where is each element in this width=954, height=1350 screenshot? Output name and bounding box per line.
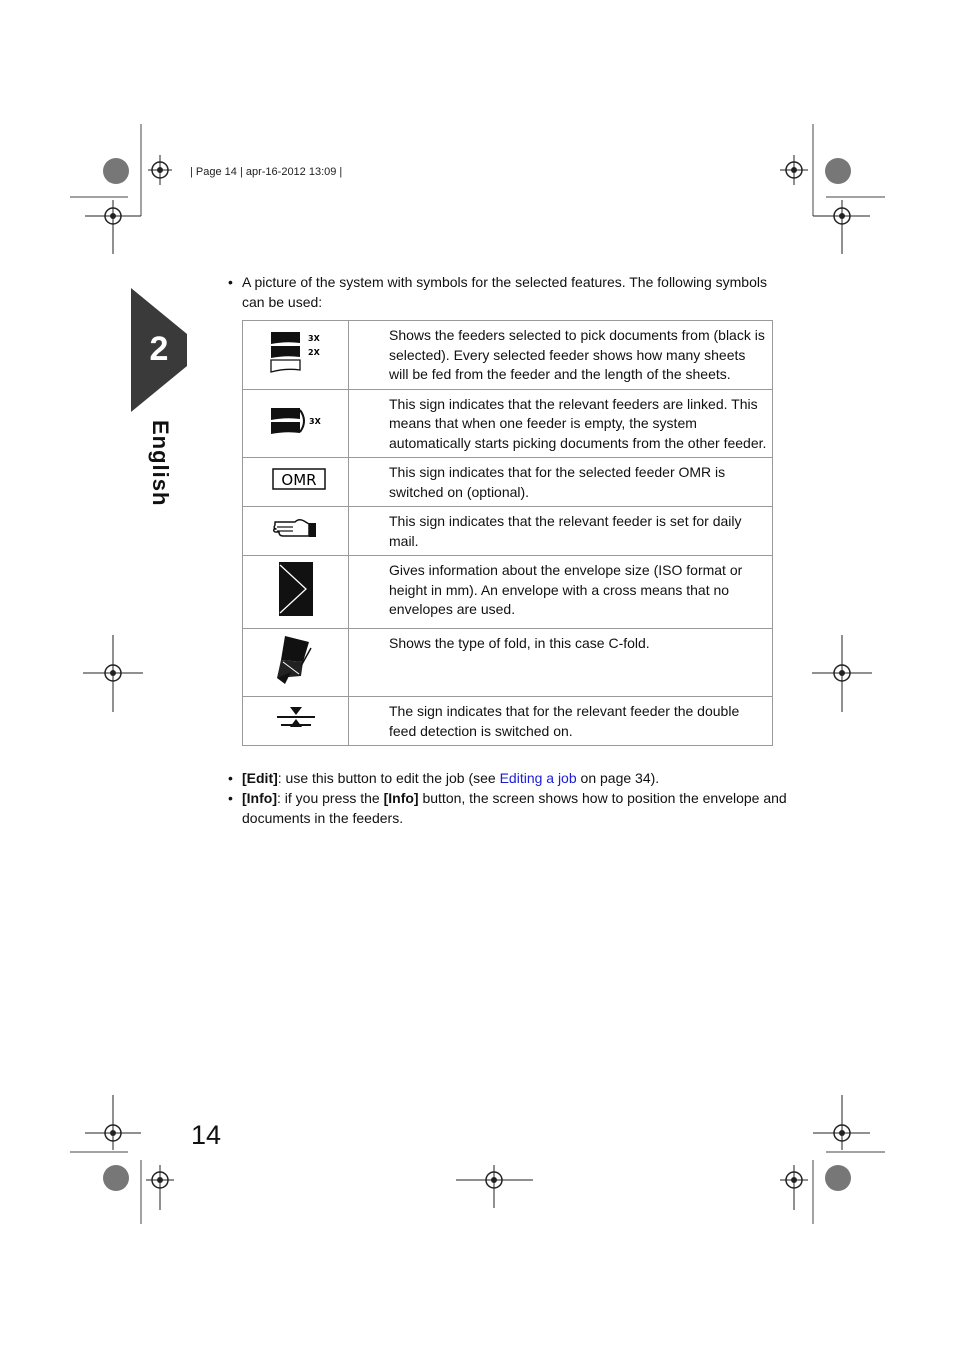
svg-text:OMR: OMR [280, 471, 317, 490]
symbol-description: Shows the type of fold, in this case C-fold. [349, 629, 773, 697]
omr-icon [266, 466, 326, 492]
table-row [243, 389, 773, 458]
svg-text:2X: 2X [307, 348, 320, 357]
edit-label: [Edit] [242, 770, 278, 786]
edit-text-after: on page 34). [576, 770, 660, 786]
linked-feeders-icon [266, 404, 326, 438]
daily-mail-hand-icon [271, 514, 321, 542]
table-row [243, 507, 773, 556]
info-text-after: button, the screen shows how to position the envelope and documents in the feeders. [242, 790, 787, 826]
icon-cell [243, 458, 349, 507]
table-row [243, 321, 773, 390]
info-label: [Info] [242, 790, 277, 806]
info-bullet [228, 788, 788, 828]
target-mark-bc [456, 1165, 533, 1208]
symbol-description: Gives information about the envelope size (ISO format or height in mm). An envelope with a cross means that no envelopes are used. [349, 556, 773, 629]
icon-cell [243, 389, 349, 458]
target-mark-ml [83, 635, 143, 712]
language-label: English [148, 420, 173, 507]
target-mark-bl1 [85, 1095, 141, 1150]
info-label-inline: [Info] [383, 790, 419, 806]
target-mark-tr1 [780, 155, 808, 185]
symbol-description: This sign indicates that the relevant feeder is set for daily mail. [349, 507, 773, 556]
symbol-description: The sign indicates that for the relevant feeder the double feed detection is switched on. [349, 697, 773, 746]
table-row [243, 629, 773, 697]
svg-text:3X: 3X [307, 334, 320, 343]
chapter-number: 2 [149, 330, 169, 368]
target-mark-tl1 [148, 155, 172, 185]
feeders-selected-icon [266, 330, 326, 374]
symbol-description: Shows the feeders selected to pick documents from (black is selected). Every selected feeder shows how many sheets will be fed from the feeder and the length of the sheets. [349, 321, 773, 390]
intro-list [228, 272, 773, 312]
icon-cell [243, 556, 349, 629]
table-row [243, 458, 773, 507]
target-mark-bl2 [146, 1165, 174, 1210]
target-mark-tl2 [85, 200, 141, 254]
symbol-description: This sign indicates that for the selected feeder OMR is switched on (optional). [349, 458, 773, 507]
target-mark-tr2 [813, 200, 870, 254]
icon-cell [243, 507, 349, 556]
info-text-mid: : if you press the [276, 790, 384, 806]
envelope-icon [276, 559, 316, 619]
svg-text:3X: 3X [308, 416, 321, 426]
c-fold-icon [271, 632, 321, 688]
page-number: 14 [191, 1120, 222, 1150]
icon-cell [243, 629, 349, 697]
page-header: | Page 14 | apr-16-2012 13:09 | [190, 166, 343, 178]
edit-text-before: : use this button to edit the job (see [277, 770, 500, 786]
table-row [243, 556, 773, 629]
target-mark-mr [812, 635, 872, 712]
table-row [243, 697, 773, 746]
intro-bullet: • A picture of the system with symbols for the selected features. The following symbols can be used: [228, 272, 773, 312]
icon-cell [243, 321, 349, 390]
target-mark-br1 [813, 1095, 870, 1150]
double-feed-icon [273, 704, 319, 732]
symbols-table [242, 320, 773, 746]
icon-cell [243, 697, 349, 746]
editing-a-job-link[interactable]: Editing a job [499, 770, 577, 786]
target-mark-br2 [780, 1165, 808, 1210]
symbol-description: This sign indicates that the relevant feeders are linked. This means that when one feeder is empty, the system automatically starts picking documents from the other feeder. [349, 389, 773, 458]
edit-bullet [228, 768, 788, 788]
buttons-list [228, 768, 788, 828]
